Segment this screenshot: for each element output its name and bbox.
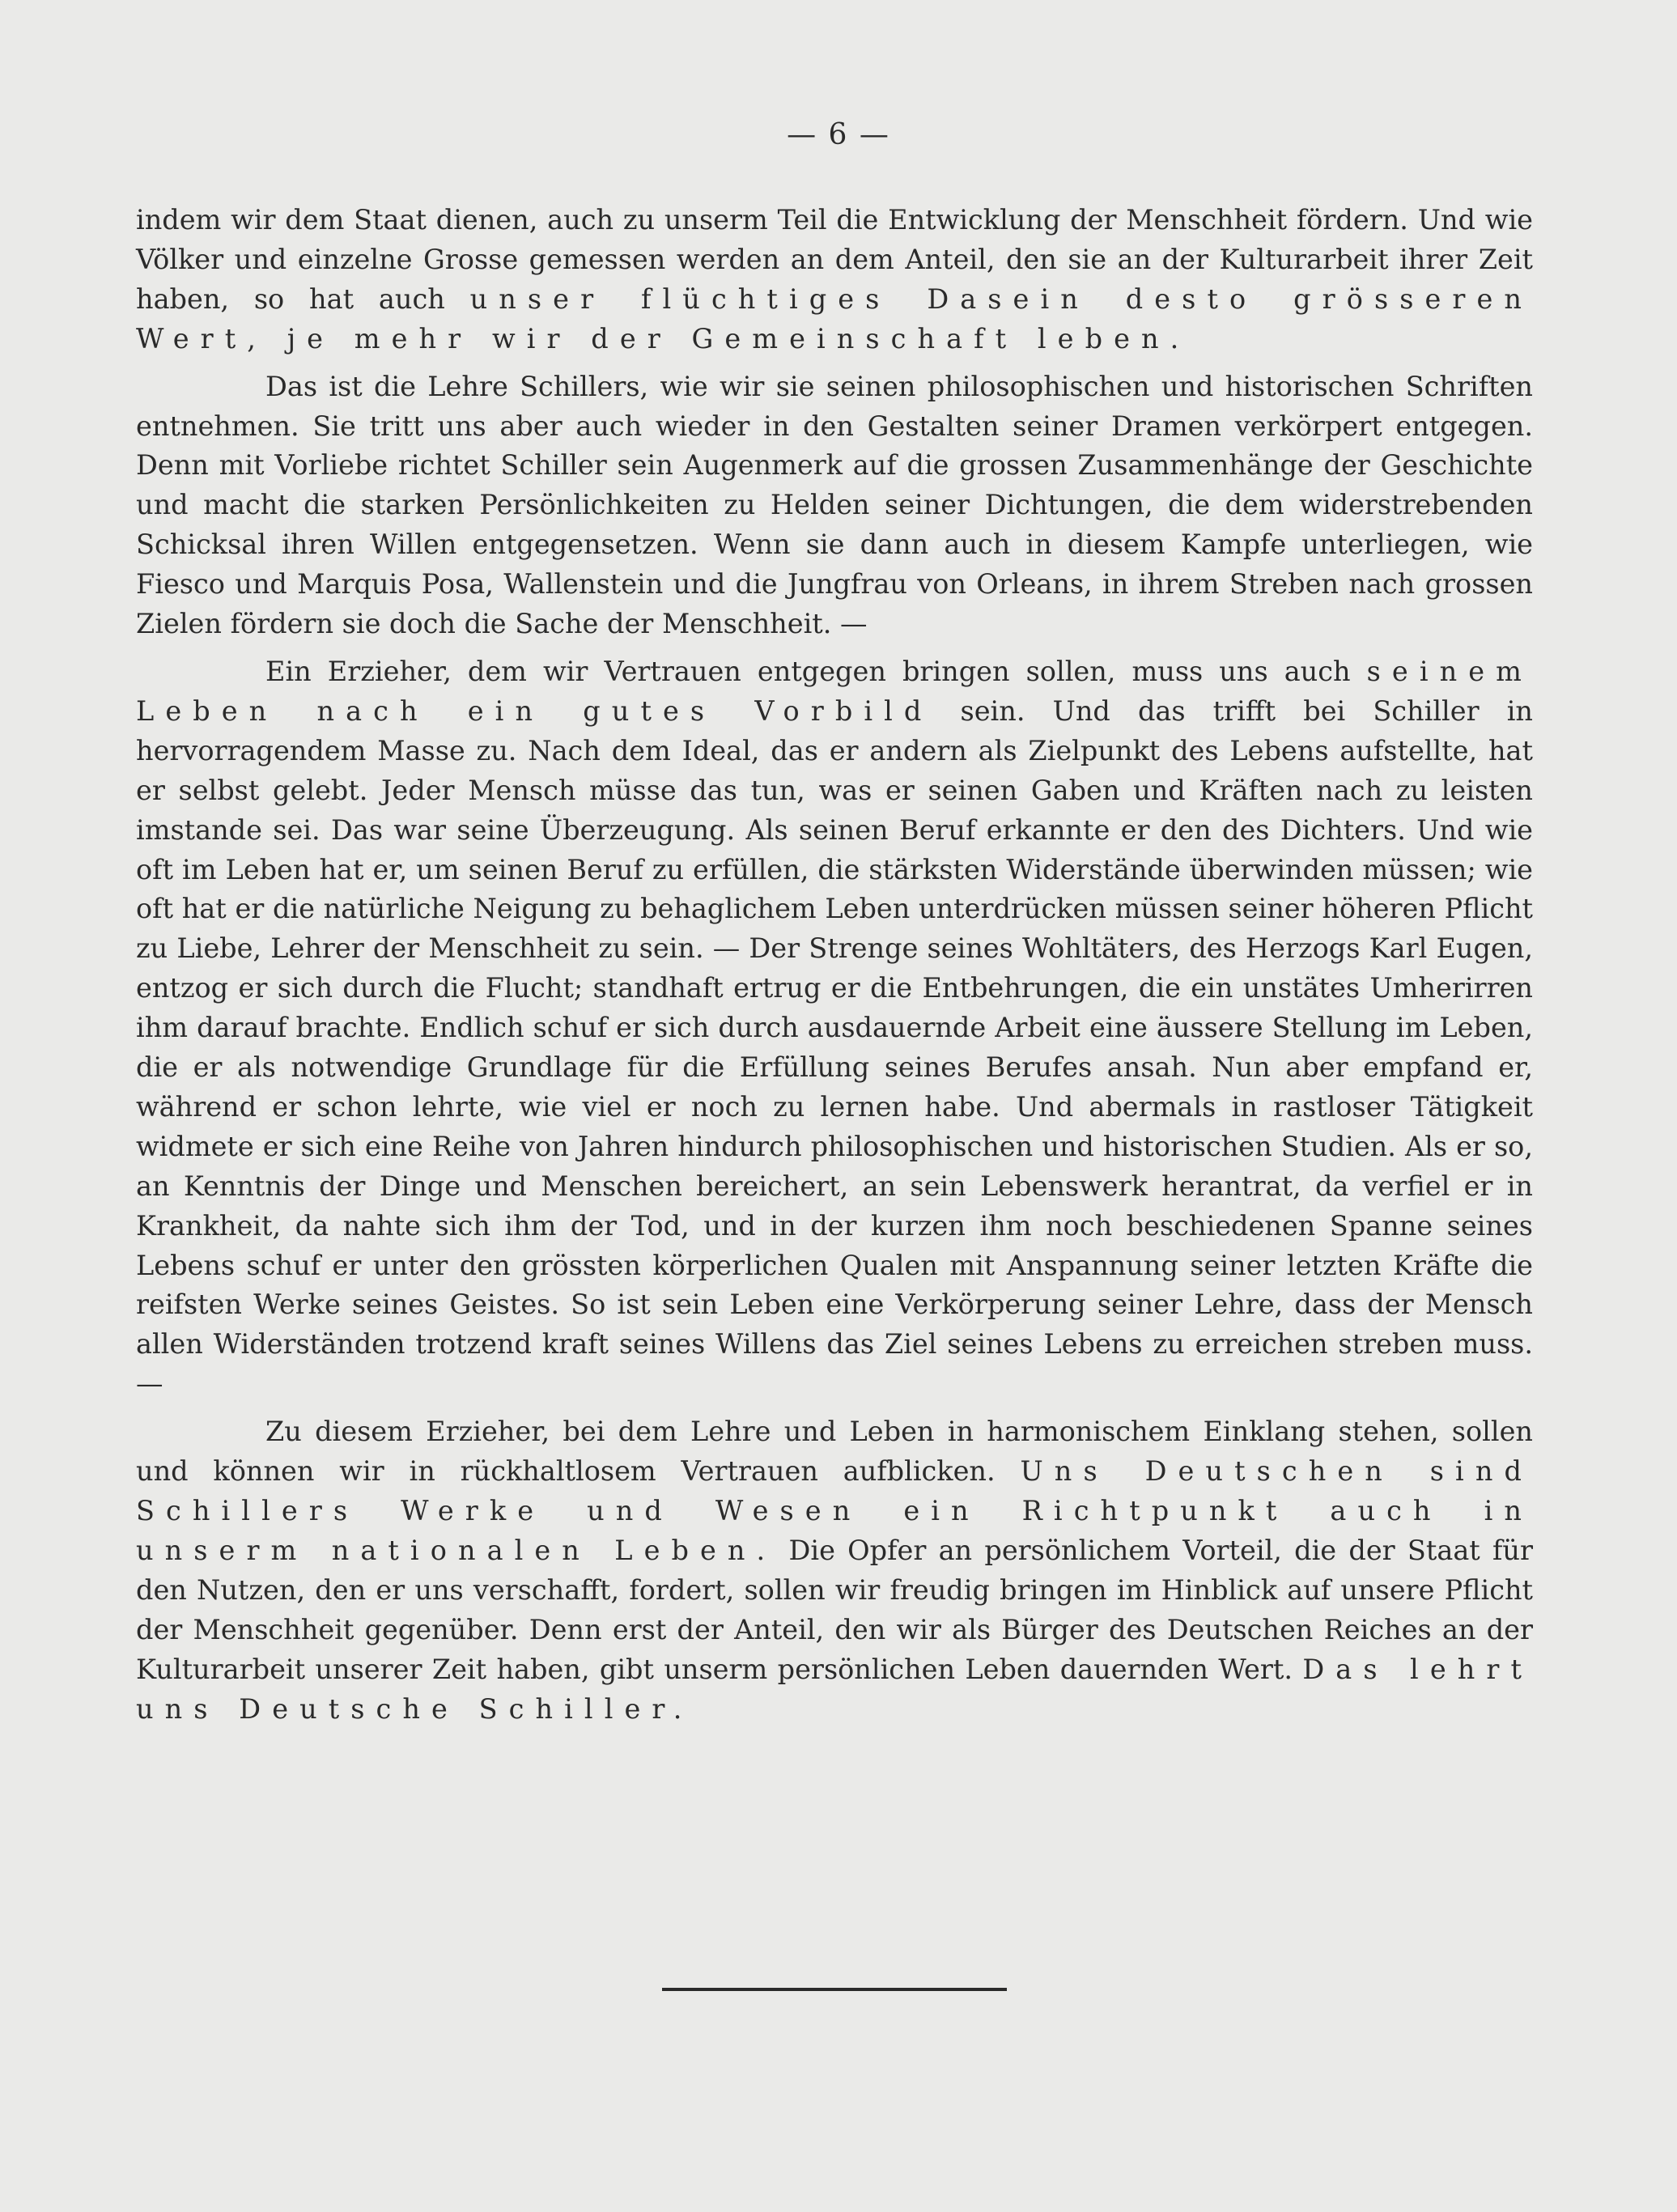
text-segment: Das ist die Lehre Schillers, wie wir sie seinen philosophischen und historischen Schriften entnehmen. Sie tritt uns aber auch wieder in den Gestalten seiner Dramen verkörpert entgegen. Denn mit Vorliebe richtet Schiller sein Augenmerk auf die grossen Zusammenhänge der Geschichte und macht die starken Persönlichkeiten zu Helden seiner Dichtungen, die dem widerstrebenden Schicksal ihren Willen entgegensetzen. Wenn sie dann auch in diesem Kampfe unterliegen, wie Fiesco und Marquis Posa, Wallenstein und die Jungfrau von Orleans, in ihrem Streben nach grossen Zielen fördern sie doch die Sache der Menschheit. — bbox=[136, 370, 1533, 640]
paragraph bbox=[136, 1412, 1533, 1729]
body-text bbox=[136, 201, 1533, 1737]
paragraph bbox=[136, 201, 1533, 359]
spaced-emphasis: Das lehrt uns Deutsche Schiller. bbox=[136, 1653, 1533, 1725]
closing-rule bbox=[662, 1988, 1007, 1991]
text-segment: sein. Und das trifft bei Schiller in hervorragendem Masse zu. Nach dem Ideal, das er andern als Zielpunkt des Lebens aufstellte, hat er selbst gelebt. Jeder Mensch müsse das tun, was er seinen Gaben und Kräften nach zu leisten imstande sei. Das war seine Überzeugung. Als seinen Beruf erkannte er den des Dichters. Und wie oft im Leben hat er, um seinen Beruf zu erfüllen, die stärksten Widerstände überwinden müssen; wie oft hat er die natürliche Neigung zu behaglichem Leben unterdrücken müssen seiner höheren Pflicht zu Liebe, Lehrer der Menschheit zu sein. — Der Strenge seines Wohltäters, des Herzogs Karl Eugen, entzog er sich durch die Flucht; standhaft ertrug er die Entbehrungen, die ein unstätes Umherirren ihm darauf brachte. Endlich schuf er sich durch ausdauernde Arbeit eine äussere Stellung im Leben, die er als notwendige Grundlage für die Erfüllung seines Berufes ansah. Nun aber empfand er, während er schon lehrte, wie viel er noch zu lernen habe. Und abermals in rastloser Tätigkeit widmete er sich eine Reihe von Jahren hindurch philosophischen und historischen Studien. Als er so, an Kenntnis der Dinge und Menschen bereichert, an sein Lebenswerk herantrat, da verfiel er in Krankheit, da nahte sich ihm der Tod, und in der kurzen ihm noch beschiedenen Spanne seines Lebens schuf er unter den grössten körperlichen Qualen mit Anspannung seiner letzten Kräfte die reifsten Werke seines Geistes. So ist sein Leben eine Verkörperung seiner Lehre, dass der Mensch allen Widerständen trotzend kraft seines Willens das Ziel seines Lebens zu erreichen streben muss. — bbox=[136, 694, 1534, 1400]
spaced-emphasis: Uns Deutschen sind Schillers Werke und Wesen ein Richtpunkt auch in unserm nationalen Leben. bbox=[136, 1455, 1534, 1566]
text-segment: Die Opfer an persönlichem Vorteil, die der Staat für den Nutzen, den er uns verschafft, fordert, sollen wir freudig bringen im Hinblick auf unsere Pflicht der Menschheit gegenüber. Denn erst der Anteil, den wir als Bürger des Deutschen Reiches an der Kulturarbeit unserer Zeit haben, gibt unserm persönlichen Leben dauernden Wert. bbox=[136, 1534, 1533, 1685]
text-segment: indem wir dem Staat dienen, auch zu unserm Teil die Entwicklung der Menschheit fördern. Und wie Völker und einzelne Grosse gemessen werden an dem Anteil, den sie an der Kulturarbeit ihrer Zeit haben, so hat auch bbox=[136, 204, 1533, 315]
spaced-emphasis: unser flüchtiges Dasein desto grösseren Wert, je mehr wir der Gemeinschaft leben. bbox=[136, 282, 1533, 355]
paragraph bbox=[136, 367, 1533, 644]
text-segment: Zu diesem Erzieher, bei dem Lehre und Leben in harmonischem Einklang stehen, sollen und können wir in rückhaltlosem Vertrauen aufblicken. bbox=[136, 1416, 1533, 1488]
text-segment: Ein Erzieher, dem wir Vertrauen entgegen bringen sollen, muss uns auch bbox=[265, 655, 1367, 687]
spaced-emphasis: seinem Leben nach ein gutes Vorbild bbox=[136, 655, 1533, 727]
page-number: — 6 — bbox=[787, 118, 890, 151]
paragraph bbox=[136, 652, 1533, 1404]
